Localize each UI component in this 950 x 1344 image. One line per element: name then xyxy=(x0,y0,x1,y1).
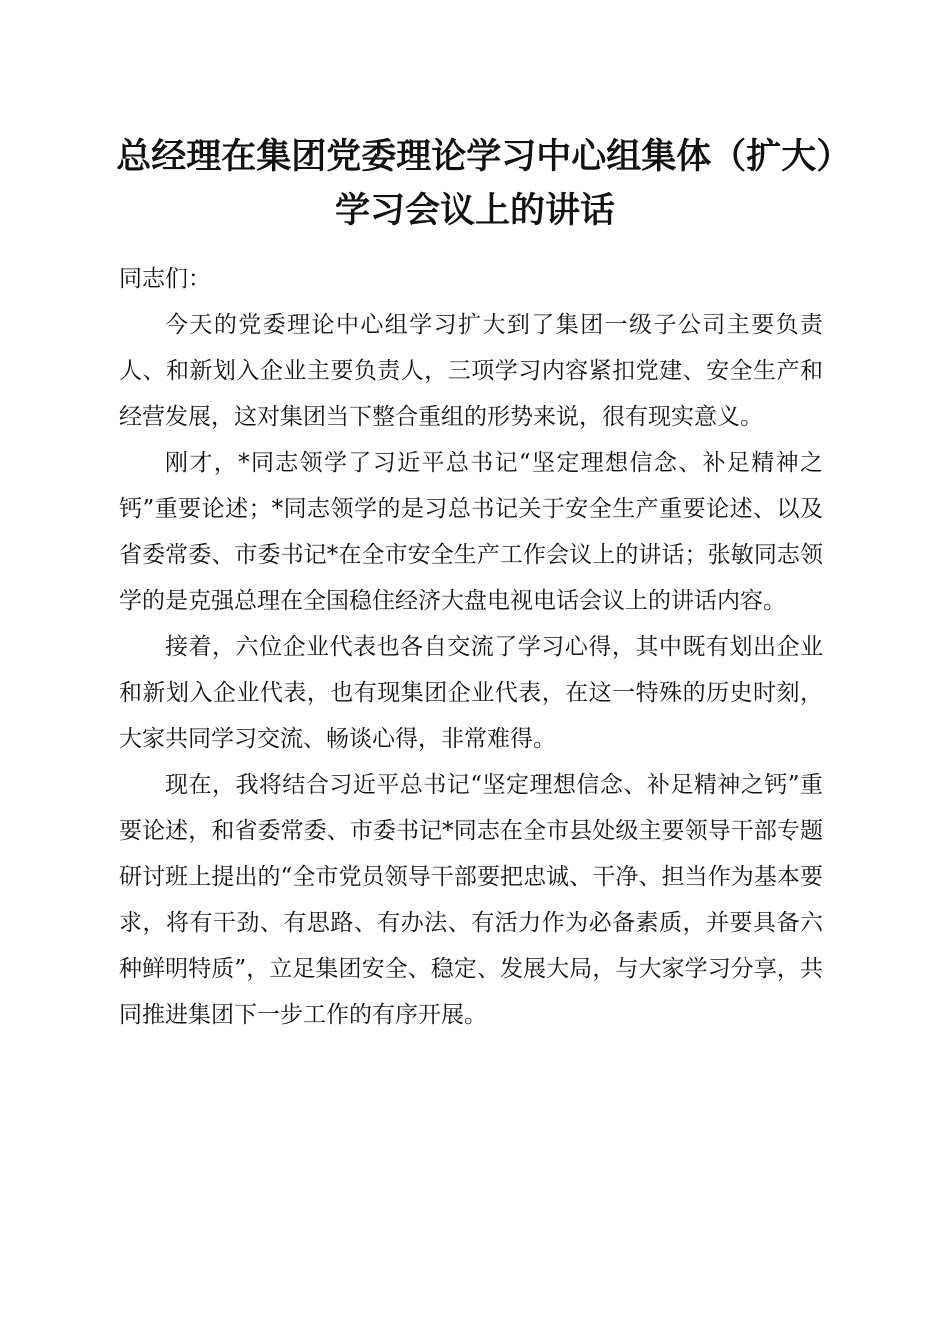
document-title: 总经理在集团党委理论学习中心组集体（扩大）学习会议上的讲话 xyxy=(116,136,834,231)
document-body xyxy=(119,256,823,1038)
paragraph-4: 现在，我将结合习近平总书记“坚定理想信念、补足精神之钙”重要论述，和省委常委、市委书记*同志在全市县处级主要领导干部专题研讨班上提出的“全市党员领导干部要把忠诚、干净、担当作为基本要求，将有干劲、有思路、有办法、有活力作为必备素质，并要具备六种鲜明特质”，立足集团安全、稳定、发展大局，与大家学习分享，共同推进集团下一步工作的有序开展。 xyxy=(119,772,823,1028)
paragraph-1: 今天的党委理论中心组学习扩大到了集团一级子公司主要负责人、和新划入企业主要负责人，三项学习内容紧扣党建、安全生产和经营发展，这对集团当下整合重组的形势来说，很有现实意义。 xyxy=(119,312,823,430)
paragraph-2: 刚才，*同志领学了习近平总书记“坚定理想信念、补足精神之钙”重要论述；*同志领学的是习总书记关于安全生产重要论述、以及省委常委、市委书记*在全市安全生产工作会议上的讲话；张敏同志领学的是克强总理在全国稳住经济大盘电视电话会议上的讲话内容。 xyxy=(119,450,823,614)
paragraph-3: 接着，六位企业代表也各自交流了学习心得，其中既有划出企业和新划入企业代表，也有现集团企业代表，在这一特殊的历史时刻，大家共同学习交流、畅谈心得，非常难得。 xyxy=(119,634,823,752)
salutation: 同志们： xyxy=(119,266,211,292)
